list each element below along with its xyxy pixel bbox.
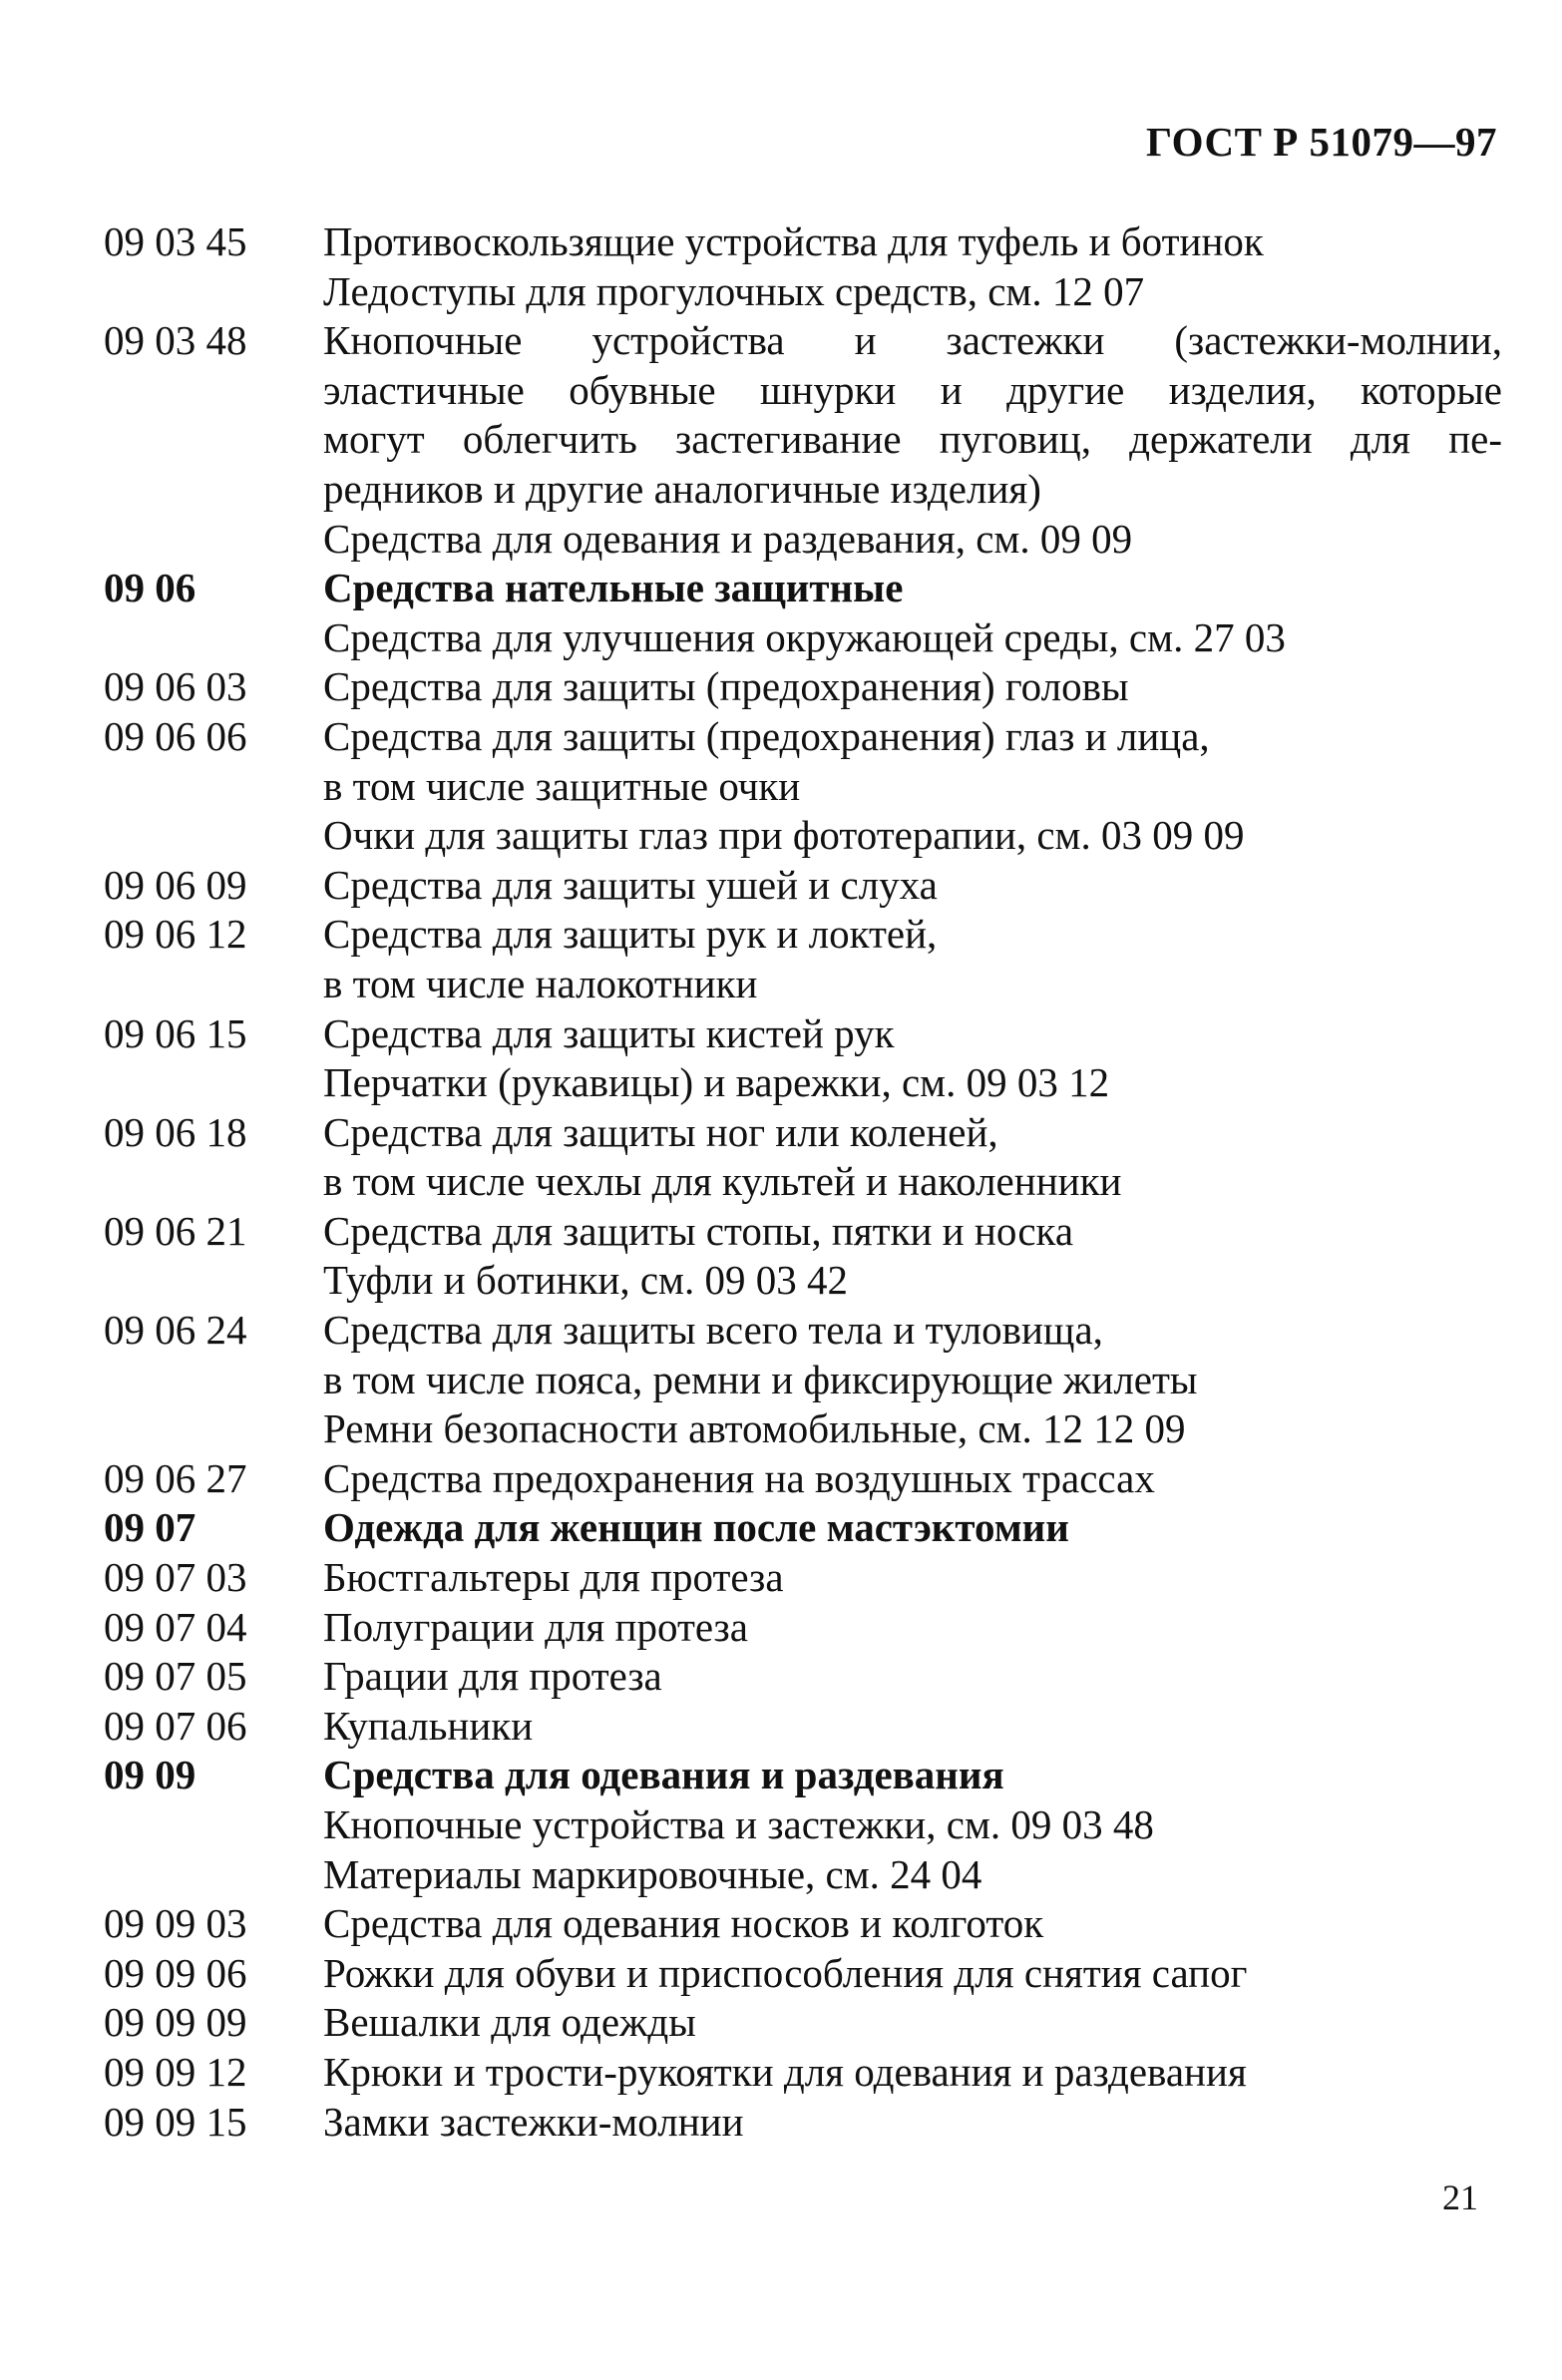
list-item	[104, 564, 1502, 613]
list-item	[104, 1108, 1502, 1158]
item-code: 09 07	[104, 1504, 196, 1551]
item-text: Материалы маркировочные, см. 24 04	[323, 1850, 982, 1897]
item-code: 09 06 27	[104, 1454, 247, 1501]
list-item	[104, 1454, 1502, 1504]
item-code: 09 03 48	[104, 317, 247, 364]
item-text: Средства для улучшения окружающей среды, см. 27 03	[323, 613, 1286, 660]
list-item	[104, 1009, 1502, 1059]
list-item	[104, 1553, 1502, 1603]
list-item	[104, 1058, 1502, 1108]
item-text: Вешалки для одежды	[323, 1999, 696, 2046]
item-text: Средства для одевания и раздевания, см. 09 09	[323, 515, 1133, 562]
item-code: 09 09 09	[104, 1999, 247, 2046]
list-item	[104, 1207, 1502, 1257]
item-text: Кнопочные устройства и застежки (застежки-молнии,	[323, 317, 1502, 364]
item-code: 09 07 05	[104, 1653, 247, 1700]
item-text: Одежда для женщин после мастэктомии	[323, 1504, 1069, 1551]
list-item	[104, 1899, 1502, 1949]
item-text: Противоскользящие устройства для туфель и ботинок	[323, 218, 1264, 264]
item-code: 09 09 15	[104, 2098, 247, 2145]
item-code: 09 06 24	[104, 1307, 247, 1354]
list-item	[104, 316, 1502, 366]
item-code: 09 07 03	[104, 1554, 247, 1601]
list-item	[104, 1404, 1502, 1454]
list-item	[104, 1850, 1502, 1900]
list-item	[104, 1306, 1502, 1356]
list-item	[104, 910, 1502, 960]
item-code: 09 09 06	[104, 1949, 247, 1996]
item-code: 09 06 12	[104, 911, 247, 958]
list-item	[104, 1800, 1502, 1850]
item-code: 09 07 04	[104, 1603, 247, 1650]
item-text: Полуграции для протеза	[323, 1603, 748, 1650]
item-text: могут облегчить застегивание пуговиц, держатели для пе-	[323, 416, 1502, 463]
item-text: Ледоступы для прогулочных средств, см. 12 07	[323, 267, 1145, 314]
item-code: 09 06 03	[104, 663, 247, 710]
page-number: 21	[1442, 2178, 1478, 2217]
list-item	[104, 662, 1502, 712]
list-item	[104, 267, 1502, 317]
list-item	[104, 217, 1502, 267]
list-item	[104, 2048, 1502, 2098]
item-code: 09 03 45	[104, 218, 247, 264]
item-text: Крюки и трости-рукоятки для одевания и раздевания	[323, 2048, 1247, 2095]
list-item	[104, 960, 1502, 1009]
list-item	[104, 1751, 1502, 1800]
item-code: 09 07 06	[104, 1702, 247, 1749]
document-header: ГОСТ Р 51079—97	[1146, 119, 1497, 165]
item-text: Средства нательные защитные	[323, 565, 904, 611]
item-code: 09 06 06	[104, 712, 247, 759]
list-item	[104, 1503, 1502, 1553]
item-code: 09 09 03	[104, 1900, 247, 1947]
item-text: Средства для защиты стопы, пятки и носка	[323, 1207, 1074, 1254]
item-code: 09 09	[104, 1752, 196, 1798]
list-item	[104, 1949, 1502, 1999]
item-text: Средства для защиты ушей и слуха	[323, 861, 938, 908]
item-text: в том числе чехлы для культей и наколенники	[323, 1158, 1122, 1205]
list-item	[104, 811, 1502, 861]
list-item	[104, 1157, 1502, 1207]
classification-list	[104, 217, 1502, 2147]
list-item	[104, 1998, 1502, 2048]
item-text: в том числе пояса, ремни и фиксирующие жилеты	[323, 1356, 1198, 1402]
item-code: 09 06 09	[104, 861, 247, 908]
item-text: Средства для защиты рук и локтей,	[323, 911, 938, 958]
item-text: Замки застежки-молнии	[323, 2098, 744, 2145]
list-item	[104, 861, 1502, 911]
item-text: Перчатки (рукавицы) и варежки, см. 09 03 12	[323, 1059, 1110, 1106]
item-text: Средства предохранения на воздушных трассах	[323, 1454, 1155, 1501]
item-text: Средства для защиты кистей рук	[323, 1009, 895, 1056]
item-text: Грации для протеза	[323, 1653, 662, 1700]
list-item	[104, 1256, 1502, 1306]
item-text: Туфли и ботинки, см. 09 03 42	[323, 1257, 848, 1304]
item-text: эластичные обувные шнурки и другие изделия, которые	[323, 366, 1502, 413]
list-item	[104, 1356, 1502, 1405]
item-code: 09 06 21	[104, 1207, 247, 1254]
list-item	[104, 613, 1502, 663]
item-text: Средства для одевания носков и колготок	[323, 1900, 1044, 1947]
item-text: Бюстгальтеры для протеза	[323, 1554, 784, 1601]
item-text: Средства для одевания и раздевания	[323, 1752, 1004, 1798]
list-item	[104, 2098, 1502, 2148]
item-text: Средства для защиты (предохранения) головы	[323, 663, 1129, 710]
item-text: Очки для защиты глаз при фототерапии, см. 03 09 09	[323, 812, 1245, 859]
item-text: Средства для защиты всего тела и туловища,	[323, 1307, 1103, 1354]
item-text: Средства для защиты (предохранения) глаз и лица,	[323, 712, 1210, 759]
item-text: в том числе налокотники	[323, 960, 758, 1006]
list-item	[104, 762, 1502, 812]
item-text: Ремни безопасности автомобильные, см. 12 12 09	[323, 1405, 1186, 1452]
list-item	[104, 515, 1502, 565]
list-item	[104, 712, 1502, 762]
item-code: 09 06 15	[104, 1009, 247, 1056]
list-item	[104, 415, 1502, 465]
item-text: Кнопочные устройства и застежки, см. 09 03 48	[323, 1801, 1154, 1847]
item-text: Купальники	[323, 1702, 534, 1749]
list-item	[104, 366, 1502, 416]
item-code: 09 06	[104, 565, 196, 611]
list-item	[104, 1603, 1502, 1653]
item-text: в том числе защитные очки	[323, 762, 801, 809]
item-text: Средства для защиты ног или коленей,	[323, 1108, 998, 1155]
list-item	[104, 465, 1502, 515]
item-text: редников и другие аналогичные изделия)	[323, 465, 1041, 512]
item-code: 09 06 18	[104, 1108, 247, 1155]
list-item	[104, 1702, 1502, 1752]
item-text: Рожки для обуви и приспособления для снятия сапог	[323, 1949, 1248, 1996]
list-item	[104, 1652, 1502, 1702]
item-code: 09 09 12	[104, 2048, 247, 2095]
